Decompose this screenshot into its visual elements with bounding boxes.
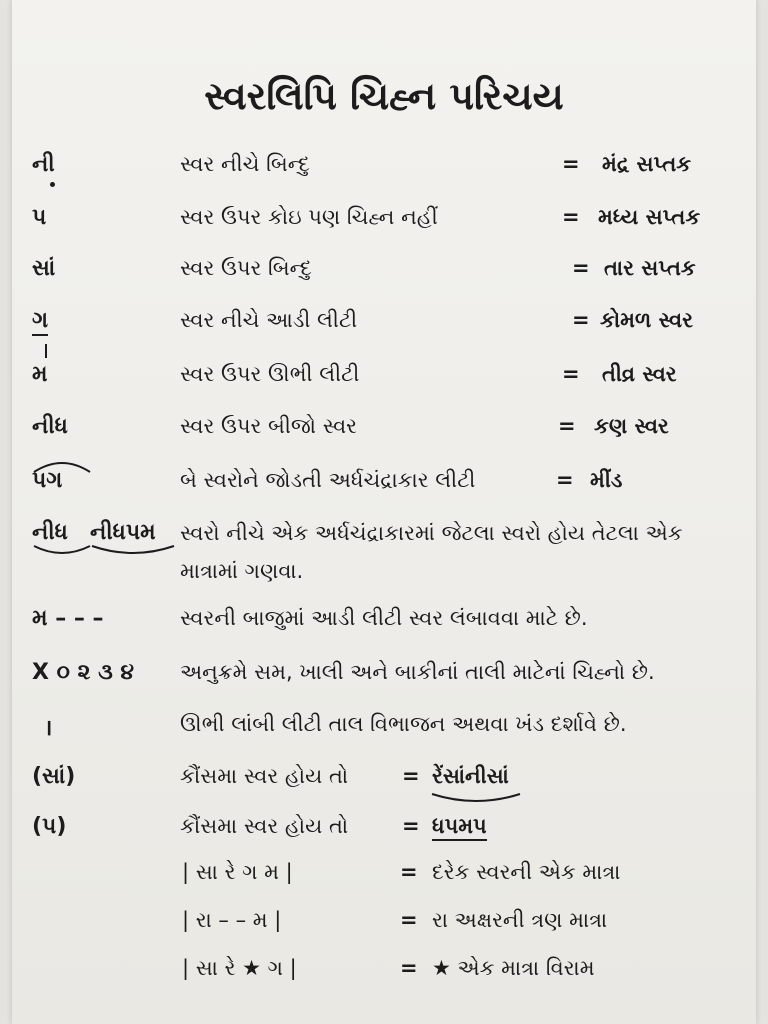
dot-below-mark xyxy=(50,182,55,187)
symbol-bracket-pa: (પ) xyxy=(32,814,67,839)
symbol-pa-ga: પગ xyxy=(32,468,63,493)
legend-row-madhya xyxy=(12,205,756,245)
equals-sign: = xyxy=(562,362,580,386)
bracket-row-saa xyxy=(12,764,756,804)
equals-sign: = xyxy=(572,308,590,332)
row-meaning: મધ્ય સપ્તક xyxy=(598,205,701,229)
row-description: સ્વર નીચે આડી લીટી xyxy=(180,308,358,332)
symbol-vertical-bar: । xyxy=(44,716,53,741)
legend-row-meend xyxy=(12,468,756,508)
arc-below-a xyxy=(32,544,92,556)
meend-text-line1: સ્વરો નીચે એક અર્ધચંદ્રાકારમાં જેટલા સ્વરો હોય તેટલા એક xyxy=(180,521,683,545)
bracket-text: કૌંસમા સ્વર હોય તો xyxy=(180,814,349,838)
book-page xyxy=(12,0,756,1024)
row-meaning: કણ સ્વર xyxy=(594,414,669,438)
equals-sign: = xyxy=(400,860,418,884)
symbol-pa: પ xyxy=(32,205,47,230)
symbol-ni-dha-pa-ma-arc: નીધપમ xyxy=(90,520,156,545)
legend-row-kan xyxy=(12,414,756,454)
row-meaning: મીંડ xyxy=(590,468,623,492)
equals-sign: = xyxy=(556,468,574,492)
row-meaning: તીવ્ર સ્વર xyxy=(602,362,677,386)
row-description: બે સ્વરોને જોડતી અર્ધચંદ્રાકાર લીટી xyxy=(180,468,476,492)
vertical-line-above-mark xyxy=(45,344,47,358)
result-arc-below xyxy=(430,792,522,804)
matra-row-three xyxy=(12,908,756,948)
page-title: સ્વરલિપિ ચિહ્ન પરિચય xyxy=(204,74,564,118)
legend-row-komal xyxy=(12,308,756,348)
symbol-ni-dot-below: ની xyxy=(32,152,55,177)
symbol-ma: મ xyxy=(32,362,48,387)
legend-row-tivra xyxy=(12,362,756,402)
matra-notation: | સા રે ગ મ | xyxy=(182,860,293,884)
equals-sign: = xyxy=(402,814,420,838)
note-row-extend xyxy=(12,606,756,646)
row-description: સ્વર નીચે બિન્દુ xyxy=(180,152,311,176)
matra-notation: | રા – – મ | xyxy=(182,908,282,932)
matra-meaning: રા અક્ષરની ત્રણ માત્રા xyxy=(432,908,608,932)
meend-group-text xyxy=(180,514,750,590)
symbol-ga-underline: ગ xyxy=(32,308,48,333)
matra-row-rest xyxy=(12,956,756,996)
row-meaning: કોમળ સ્વર xyxy=(600,308,693,332)
row-description: સ્વર ઉપર બિન્દુ xyxy=(180,256,312,280)
arc-below-b xyxy=(90,544,176,556)
row-meaning: તાર સપ્તક xyxy=(604,256,696,280)
symbol-ni-dha-grace: નીધ xyxy=(32,414,68,439)
symbol-bracket-saa: (સાં) xyxy=(32,764,76,789)
row-description: સ્વર ઉપર ઊભી લીટી xyxy=(180,362,360,386)
note-row-taali xyxy=(12,660,756,700)
bracket-result: રેંસાંનીસાં xyxy=(432,764,509,788)
notation-legend xyxy=(12,0,756,1024)
note-row-vibhag xyxy=(12,712,756,752)
row-description: સ્વર ઉપર કોઇ પણ ચિહ્ન નહીં xyxy=(180,205,438,229)
row-description: સ્વર ઉપર બીજો સ્વર xyxy=(180,414,358,438)
meend-text-line2: માત્રામાં ગણવા. xyxy=(180,559,304,583)
equals-sign: = xyxy=(400,956,418,980)
equals-sign: = xyxy=(558,414,576,438)
equals-sign: = xyxy=(572,256,590,280)
bracket-row-pa xyxy=(12,814,756,854)
symbol-ma-dashes: મ – – – xyxy=(32,606,104,631)
row-meaning: મંદ્ર સપ્તક xyxy=(602,152,692,176)
equals-sign: = xyxy=(400,908,418,932)
bracket-result: ધપમપ xyxy=(432,814,487,839)
note-text: ઊભી લાંબી લીટી તાલ વિભાજન અથવા ખંડ દર્શાવે છે. xyxy=(180,712,627,736)
equals-sign: = xyxy=(562,205,580,229)
matra-meaning: ★ એક માત્રા વિરામ xyxy=(432,956,595,980)
note-text: અનુક્રમે સમ, ખાલી અને બાકીનાં તાલી માટેનાં ચિહ્નો છે. xyxy=(180,660,655,684)
bracket-text: કૌંસમા સ્વર હોય તો xyxy=(180,764,349,788)
symbol-saa-dot-above: સાં xyxy=(32,256,56,281)
symbol-taali-signs: X ૦ ૨ ૩ ૪ xyxy=(32,660,135,685)
matra-meaning: દરેક સ્વરની એક માત્રા xyxy=(432,860,621,884)
equals-sign: = xyxy=(562,152,580,176)
symbol-ni-dha-arc: નીધ xyxy=(32,520,68,545)
meend-group-row xyxy=(12,520,756,600)
matra-notation: | સા રે ★ ગ | xyxy=(182,956,297,980)
note-text: સ્વરની બાજુમાં આડી લીટી સ્વર લંબાવવા માટે છે. xyxy=(180,606,588,630)
equals-sign: = xyxy=(402,764,420,788)
matra-row-each xyxy=(12,860,756,900)
legend-row-mandra xyxy=(12,152,756,192)
legend-row-taar xyxy=(12,256,756,296)
